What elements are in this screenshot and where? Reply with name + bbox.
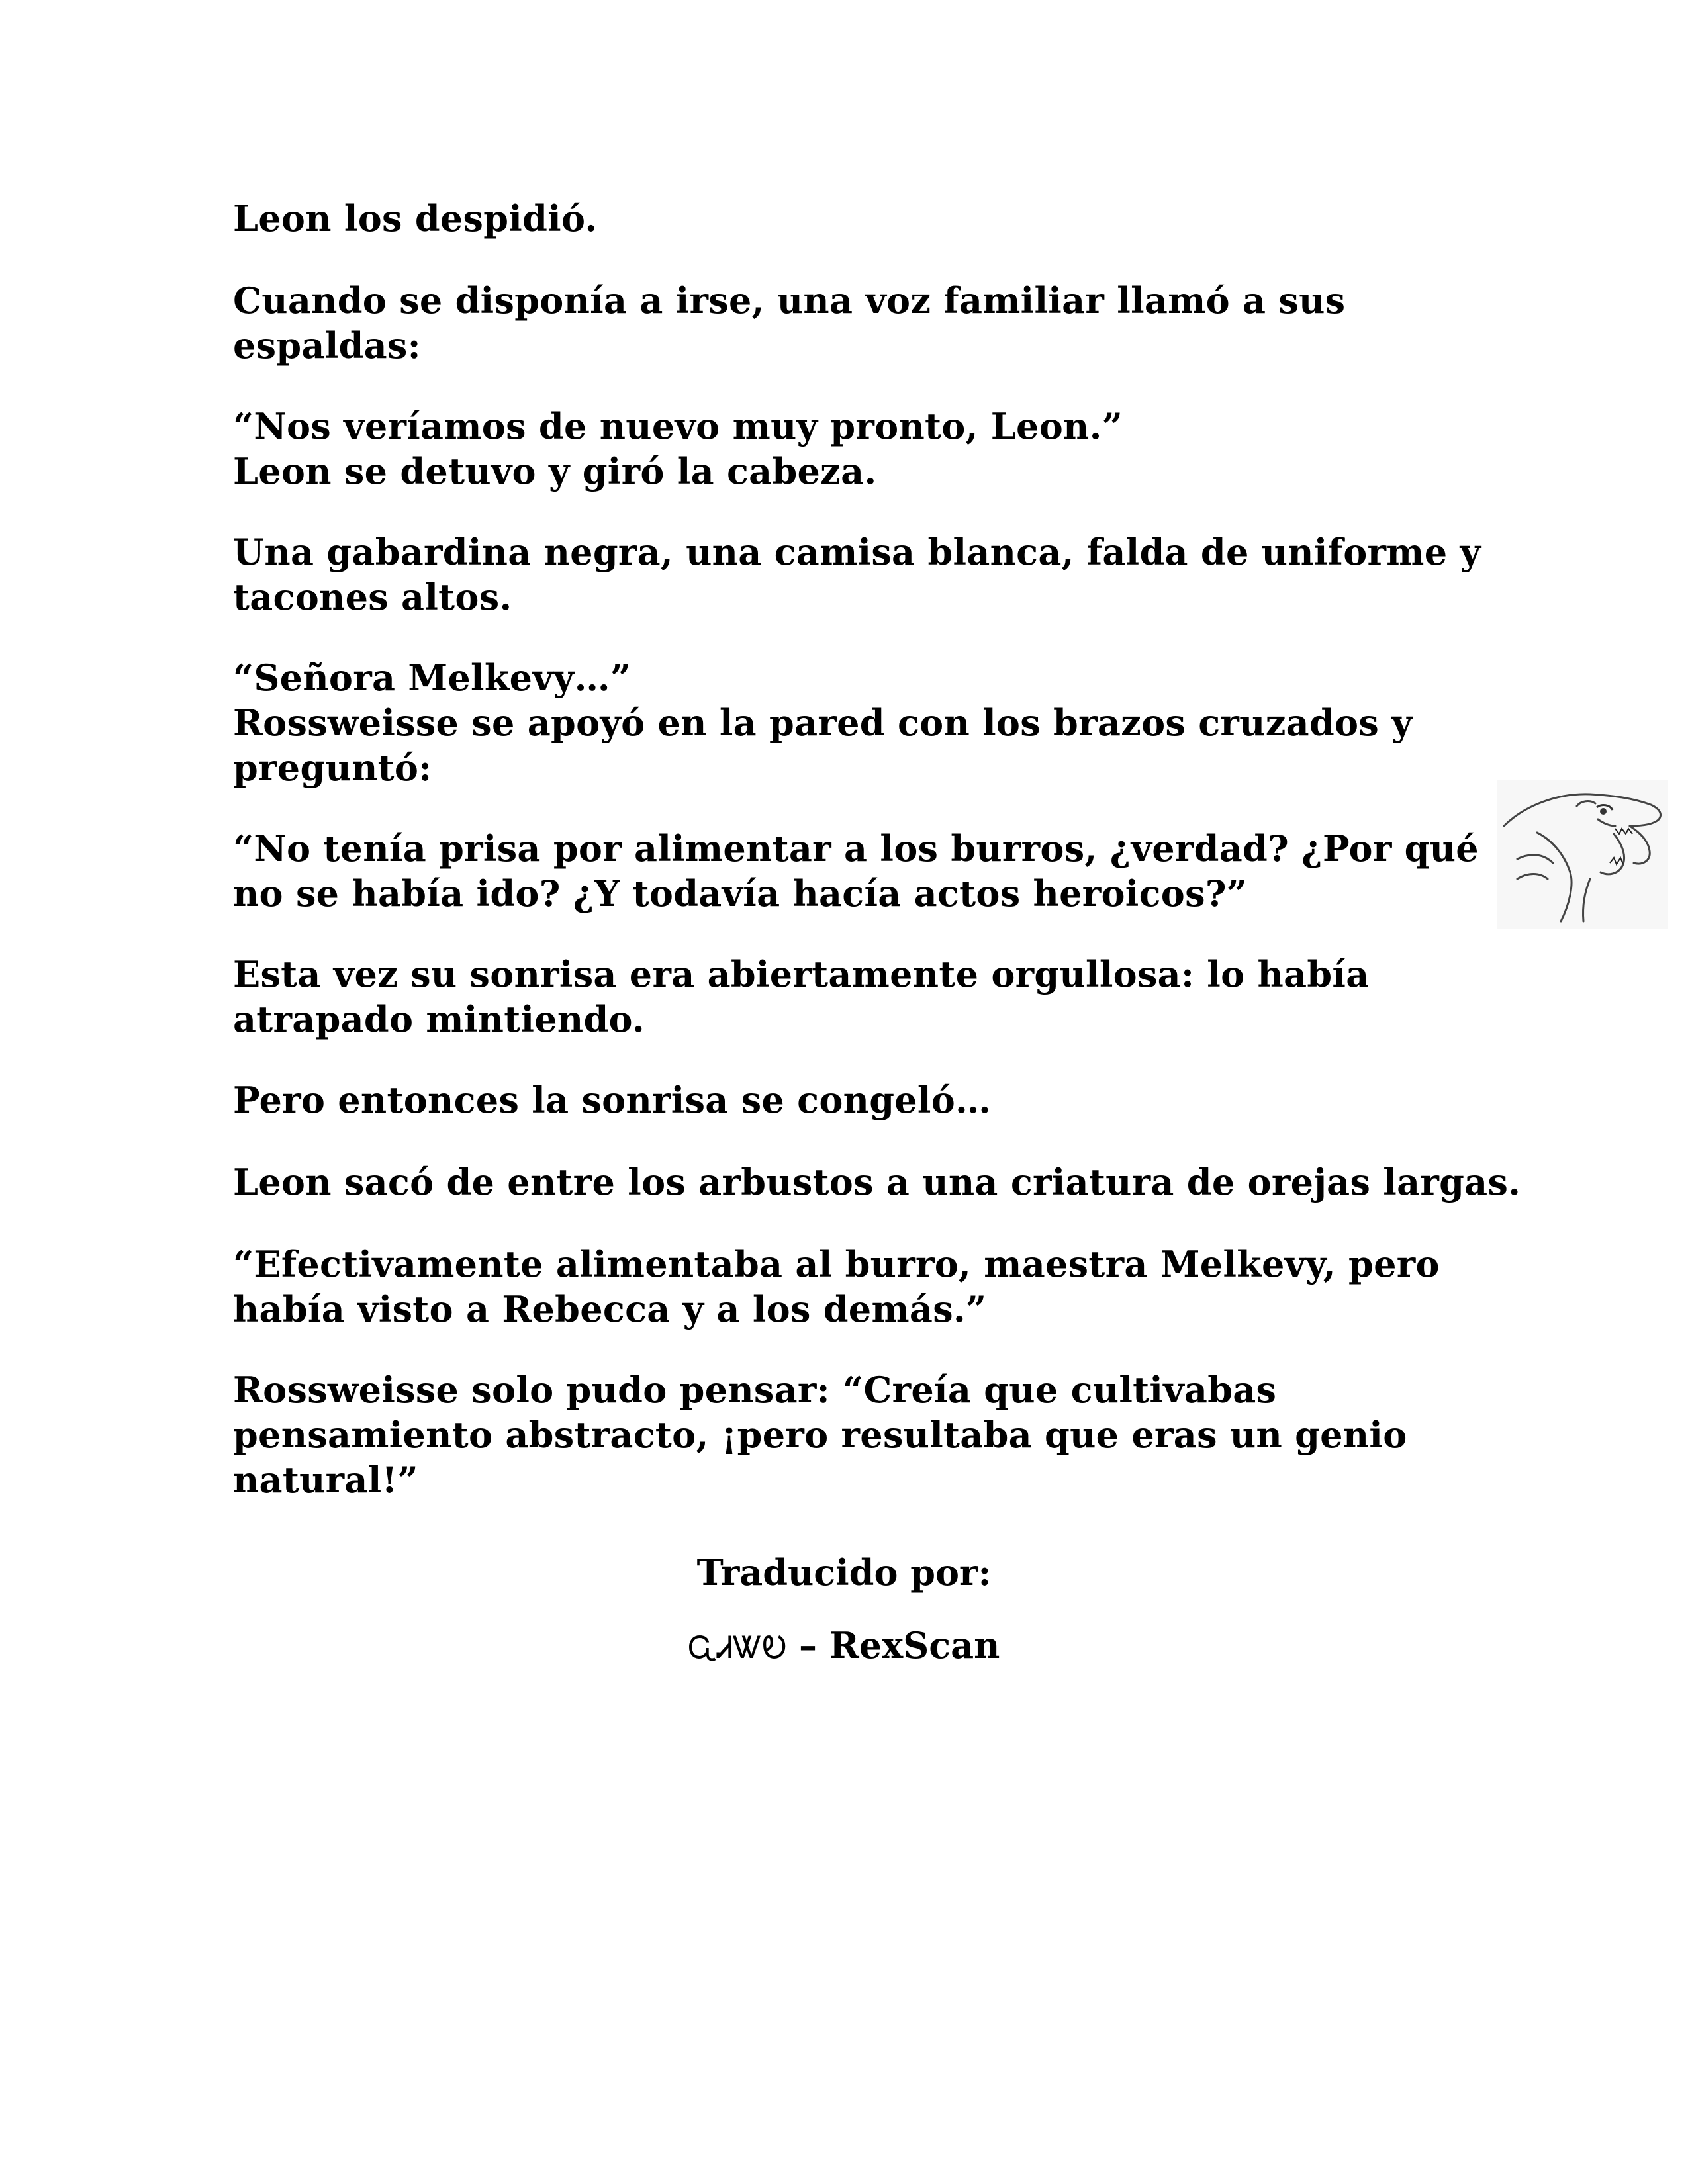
credits-title: Traducido por: bbox=[696, 1551, 992, 1594]
paragraph-7: Esta vez su sonrisa era abiertamente orgullosa: lo había atrapado mintiendo. bbox=[233, 953, 1370, 1040]
dinosaur-head-icon bbox=[1497, 780, 1668, 929]
paragraph-8: Pero entonces la sonrisa se congeló… bbox=[233, 1079, 992, 1121]
translator-name: ᏩᏗᏔᎧ bbox=[688, 1629, 787, 1665]
paragraph-10: “Efectivamente alimentaba al burro, maestra Melkevy, pero había visto a Rebecca y a los demás.” bbox=[233, 1243, 1440, 1330]
paragraph-5: “Señora Melkevy…” Rossweisse se apoyó en la pared con los brazos cruzados y preguntó: bbox=[233, 657, 1413, 789]
paragraph-9: Leon sacó de entre los arbustos a una criatura de orejas largas. bbox=[233, 1161, 1521, 1203]
group-name: RexScan bbox=[829, 1624, 1000, 1666]
credits-separator: – bbox=[786, 1624, 829, 1666]
paragraph-1: Leon los despidió. bbox=[233, 197, 598, 240]
paragraph-6: “No tenía prisa por alimentar a los burros, ¿verdad? ¿Por qué no se había ido? ¿Y todavía hacía actos heroicos?” bbox=[233, 827, 1479, 915]
credits-line bbox=[0, 1623, 1688, 1670]
paragraph-3: “Nos veríamos de nuevo muy pronto, Leon.” Leon se detuvo y giró la cabeza. bbox=[233, 405, 1123, 492]
paragraph-4: Una gabardina negra, una camisa blanca, falda de uniforme y tacones altos. bbox=[233, 531, 1481, 618]
paragraph-11: Rossweisse solo pudo pensar: “Creía que cultivabas pensamiento abstracto, ¡pero resultaba que eras un genio natural!” bbox=[233, 1369, 1407, 1501]
paragraph-2: Cuando se disponía a irse, una voz familiar llamó a sus espaldas: bbox=[233, 279, 1346, 367]
